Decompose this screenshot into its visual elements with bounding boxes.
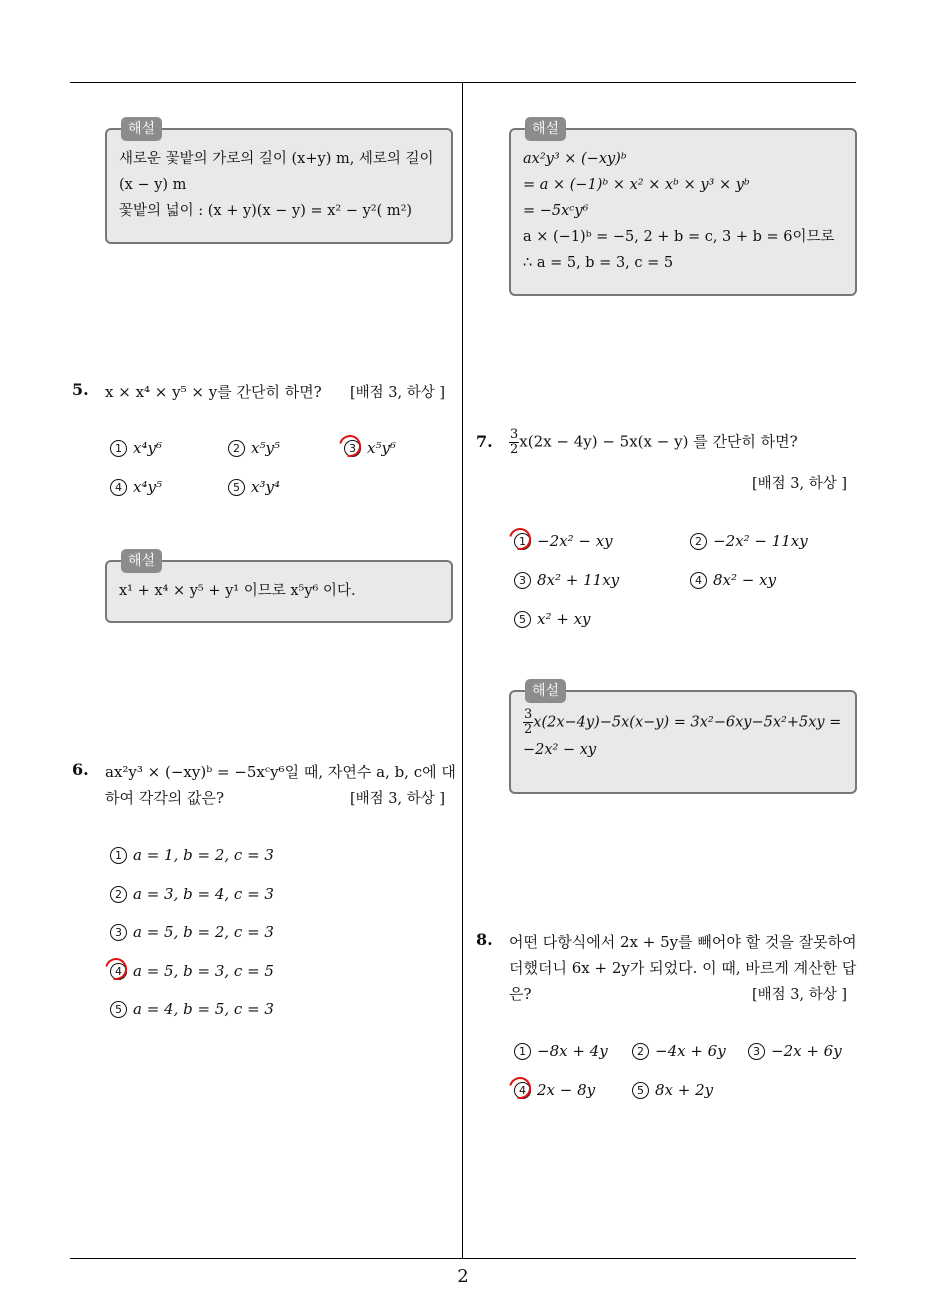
q7-choice-4[interactable]: 4 8x² − xy [690,571,776,589]
q5-choice-3[interactable]: 3 x⁵y⁶ [344,439,396,457]
explanation-tag: 해설 [525,679,566,703]
q8-choice-3[interactable]: 3 −2x + 6y [748,1042,842,1060]
explanation-line: = a × (−1)ᵇ × x² × xᵇ × y³ × yᵇ [523,177,750,193]
explanation-tag: 해설 [121,549,162,573]
explanation-line: 새로운 꽃밭의 가로의 길이 (x+y) m, 세로의 길이 [119,151,434,167]
bottom-rule [70,1258,856,1259]
q6-choice-3[interactable]: 3 a = 5, b = 2, c = 3 [110,923,274,941]
q6-choice-1[interactable]: 1 a = 1, b = 2, c = 3 [110,846,274,864]
question-number-8: 8. [476,930,493,949]
explanation-tag: 해설 [121,117,162,141]
choice-number-icon: 4 [110,963,127,980]
question-number-5: 5. [72,380,89,399]
question-8-line3: 은? [509,985,532,1003]
choice-number-icon: 2 [228,440,245,457]
column-divider [462,83,463,1259]
q7-choice-5[interactable]: 5 x² + xy [514,610,591,628]
choice-number-icon: 4 [514,1082,531,1099]
choice-number-icon: 1 [514,533,531,550]
explanation-box-q7 [509,683,857,794]
question-6-line2: 하여 각각의 값은? [105,789,225,807]
q8-choice-1[interactable]: 1 −8x + 4y [514,1042,608,1060]
question-5-text: x × x⁴ × y⁵ × y를 간단히 하면? [105,383,322,401]
q7-choice-2[interactable]: 2 −2x² − 11xy [690,532,808,550]
choice-number-icon: 4 [110,479,127,496]
choice-number-icon: 5 [110,1001,127,1018]
top-rule [70,82,856,83]
q6-choice-2[interactable]: 2 a = 3, b = 4, c = 3 [110,885,274,903]
question-7-score: [배점 3, 하상 ] [752,476,848,492]
question-8-line2: 더했더니 6x + 2y가 되었다. 이 때, 바르게 계산한 답 [509,959,857,977]
question-8-line1: 어떤 다항식에서 2x + 5y를 빼어야 할 것을 잘못하여 [509,933,857,951]
q5-choice-1[interactable]: 1 x⁴y⁶ [110,439,162,457]
q7-choice-3[interactable]: 3 8x² + 11xy [514,571,619,589]
choice-number-icon: 3 [110,924,127,941]
q6-choice-5[interactable]: 5 a = 4, b = 5, c = 3 [110,1000,274,1018]
q8-choice-2[interactable]: 2 −4x + 6y [632,1042,726,1060]
q6-choice-4[interactable]: 4 a = 5, b = 3, c = 5 [110,962,274,980]
question-5-score: [배점 3, 하상 ] [350,385,446,401]
explanation-box-q4 [105,121,453,244]
q5-choice-2[interactable]: 2 x⁵y⁵ [228,439,280,457]
explanation-tag: 해설 [525,117,566,141]
explanation-box-q5 [105,553,453,623]
fraction: $\frac{3}{2}$ [510,427,519,457]
explanation-line: x¹ + x⁴ × y⁵ + y¹ 이므로 x⁵y⁶ 이다. [119,583,356,599]
explanation-line: a × (−1)ᵇ = −5, 2 + b = c, 3 + b = 6이므로 [523,229,835,245]
choice-number-icon: 2 [632,1043,649,1060]
explanation-line: 꽃밭의 넓이 : (x + y)(x − y) = x² − y²( m²) [119,203,413,219]
q7-choice-1[interactable]: 1 −2x² − xy [514,532,613,550]
choice-number-icon: 4 [690,572,707,589]
question-7-text: $\frac{3}{2}$ x(2x − 4y) − 5x(x − y) 를 간단히 하면? [510,427,798,457]
question-number-6: 6. [72,760,89,779]
explanation-line: ax²y³ × (−xy)ᵇ [523,151,627,167]
choice-number-icon: 5 [514,611,531,628]
choice-number-icon: 1 [110,440,127,457]
q8-choice-4[interactable]: 4 2x − 8y [514,1081,595,1099]
explanation-line: = −5xᶜy⁶ [523,203,589,219]
page-number: 2 [457,1266,469,1287]
choice-number-icon: 2 [690,533,707,550]
question-8-score: [배점 3, 하상 ] [752,987,848,1003]
question-6-score: [배점 3, 하상 ] [350,791,446,807]
choice-number-icon: 3 [748,1043,765,1060]
q5-choice-5[interactable]: 5 x³y⁴ [228,478,280,496]
q8-choice-5[interactable]: 5 8x + 2y [632,1081,713,1099]
explanation-line: $\frac{3}{2}$ x(2x−4y)−5x(x−y) = 3x²−6xy−5x²+5xy = [524,707,842,737]
explanation-line: −2x² − xy [523,742,597,758]
fraction: $\frac{3}{2}$ [524,707,533,737]
choice-number-icon: 5 [632,1082,649,1099]
choice-number-icon: 5 [228,479,245,496]
choice-number-icon: 1 [514,1043,531,1060]
choice-number-icon: 1 [110,847,127,864]
explanation-line: ∴ a = 5, b = 3, c = 5 [523,255,674,271]
choice-number-icon: 2 [110,886,127,903]
choice-number-icon: 3 [344,440,361,457]
explanation-box-q6 [509,121,857,296]
explanation-line: (x − y) m [119,177,187,193]
question-6-line1: ax²y³ × (−xy)ᵇ = −5xᶜy⁶일 때, 자연수 a, b, c에 대 [105,763,456,781]
q5-choice-4[interactable]: 4 x⁴y⁵ [110,478,162,496]
question-number-7: 7. [476,432,493,451]
choice-number-icon: 3 [514,572,531,589]
